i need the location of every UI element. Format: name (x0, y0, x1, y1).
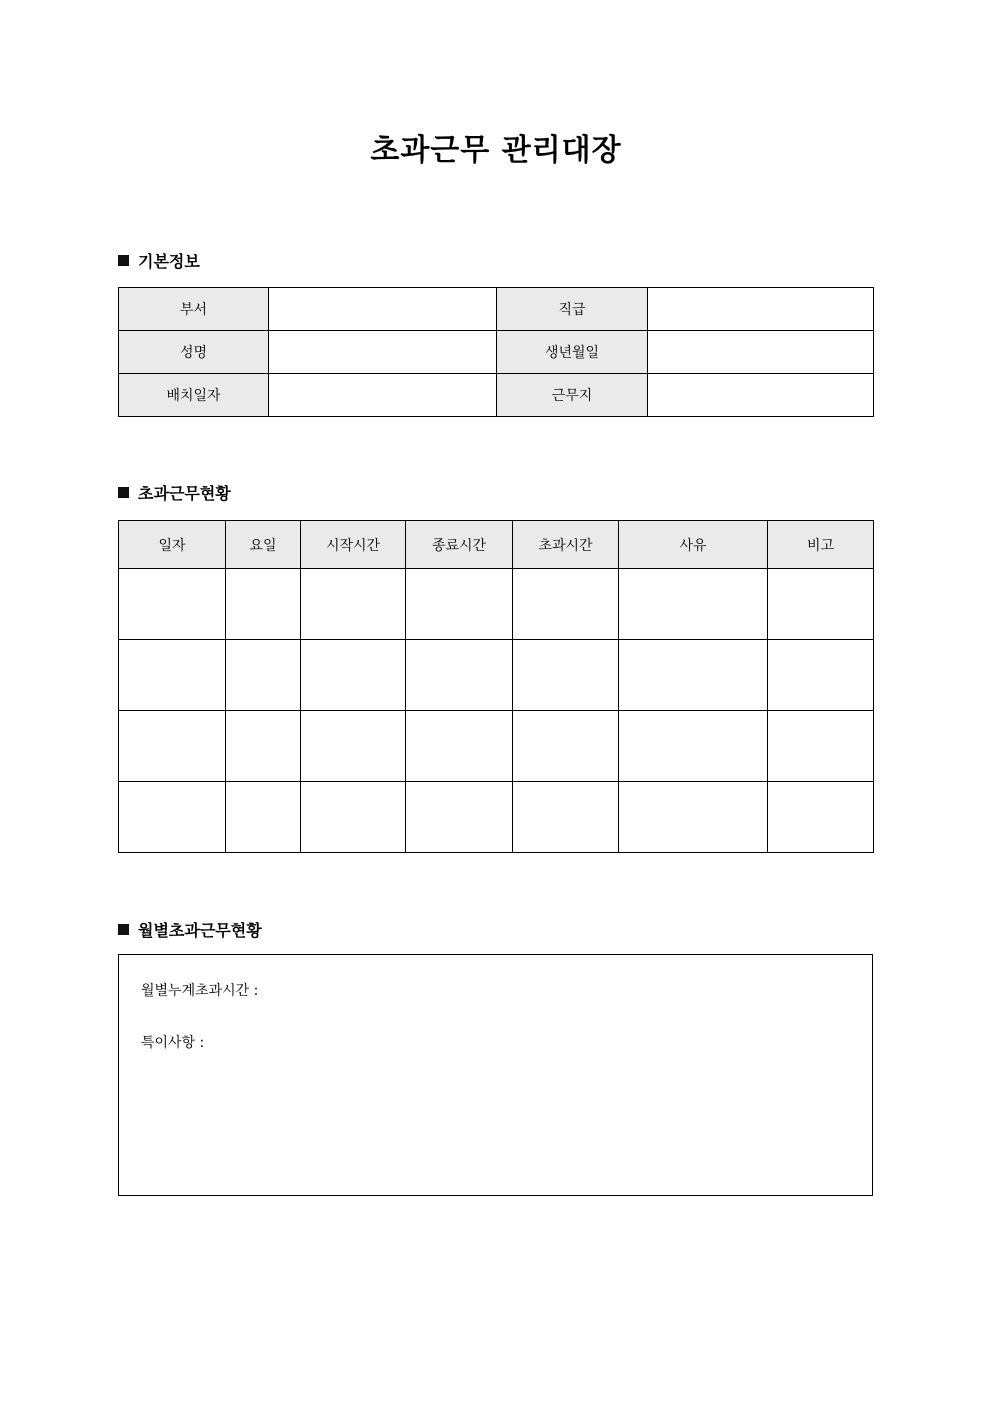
cell-overtime[interactable] (513, 782, 619, 853)
cell-remarks[interactable] (768, 711, 874, 782)
basic-info-value-workplace[interactable] (648, 374, 874, 417)
table-row (119, 640, 874, 711)
cell-overtime[interactable] (513, 569, 619, 640)
cell-overtime[interactable] (513, 711, 619, 782)
column-header-remarks: 비고 (768, 521, 874, 569)
basic-info-value-birthdate[interactable] (648, 331, 874, 374)
column-header-overtime: 초과시간 (513, 521, 619, 569)
cell-remarks[interactable] (768, 640, 874, 711)
cell-remarks[interactable] (768, 782, 874, 853)
section-heading-overtime-status-label: 초과근무현황 (138, 484, 231, 503)
section-heading-basic-info (118, 252, 200, 271)
cell-reason[interactable] (619, 569, 768, 640)
section-heading-overtime-status (118, 484, 231, 503)
column-header-end-time: 종료시간 (406, 521, 513, 569)
cell-overtime[interactable] (513, 640, 619, 711)
cell-weekday[interactable] (226, 569, 301, 640)
column-header-date: 일자 (119, 521, 226, 569)
table-row (119, 374, 874, 417)
basic-info-value-position[interactable] (648, 288, 874, 331)
cell-start-time[interactable] (301, 640, 406, 711)
section-heading-basic-info-label: 기본정보 (138, 252, 200, 271)
cell-date[interactable] (119, 640, 226, 711)
basic-info-label-position: 직급 (497, 288, 648, 331)
table-row (119, 288, 874, 331)
cell-remarks[interactable] (768, 569, 874, 640)
cell-weekday[interactable] (226, 782, 301, 853)
monthly-notes-label: 특이사항 : (141, 1035, 205, 1051)
basic-info-label-department: 부서 (119, 288, 269, 331)
table-header-row (119, 521, 874, 569)
cell-end-time[interactable] (406, 640, 513, 711)
basic-info-value-department[interactable] (269, 288, 497, 331)
basic-info-label-name: 성명 (119, 331, 269, 374)
square-bullet-icon (118, 255, 129, 266)
basic-info-label-workplace: 근무지 (497, 374, 648, 417)
cell-date[interactable] (119, 711, 226, 782)
table-row (119, 569, 874, 640)
basic-info-label-assignment-date: 배치일자 (119, 374, 269, 417)
cell-start-time[interactable] (301, 569, 406, 640)
section-heading-monthly-status-label: 월별초과근무현황 (138, 921, 262, 940)
page-title: 초과근무 관리대장 (370, 133, 622, 168)
square-bullet-icon (118, 924, 129, 935)
cell-weekday[interactable] (226, 640, 301, 711)
cell-reason[interactable] (619, 782, 768, 853)
cell-date[interactable] (119, 569, 226, 640)
column-header-start-time: 시작시간 (301, 521, 406, 569)
monthly-summary-box[interactable] (118, 954, 873, 1196)
square-bullet-icon (118, 487, 129, 498)
cell-end-time[interactable] (406, 569, 513, 640)
cell-weekday[interactable] (226, 711, 301, 782)
cell-start-time[interactable] (301, 711, 406, 782)
column-header-weekday: 요일 (226, 521, 301, 569)
basic-info-table (118, 287, 874, 417)
cell-date[interactable] (119, 782, 226, 853)
table-row (119, 331, 874, 374)
monthly-total-hours-label: 월별누계초과시간 : (141, 983, 259, 999)
cell-end-time[interactable] (406, 711, 513, 782)
section-heading-monthly-status (118, 921, 262, 940)
table-row (119, 711, 874, 782)
basic-info-value-name[interactable] (269, 331, 497, 374)
cell-reason[interactable] (619, 711, 768, 782)
cell-end-time[interactable] (406, 782, 513, 853)
table-row (119, 782, 874, 853)
cell-start-time[interactable] (301, 782, 406, 853)
overtime-status-table (118, 520, 874, 853)
column-header-reason: 사유 (619, 521, 768, 569)
cell-reason[interactable] (619, 640, 768, 711)
basic-info-value-assignment-date[interactable] (269, 374, 497, 417)
basic-info-label-birthdate: 생년월일 (497, 331, 648, 374)
